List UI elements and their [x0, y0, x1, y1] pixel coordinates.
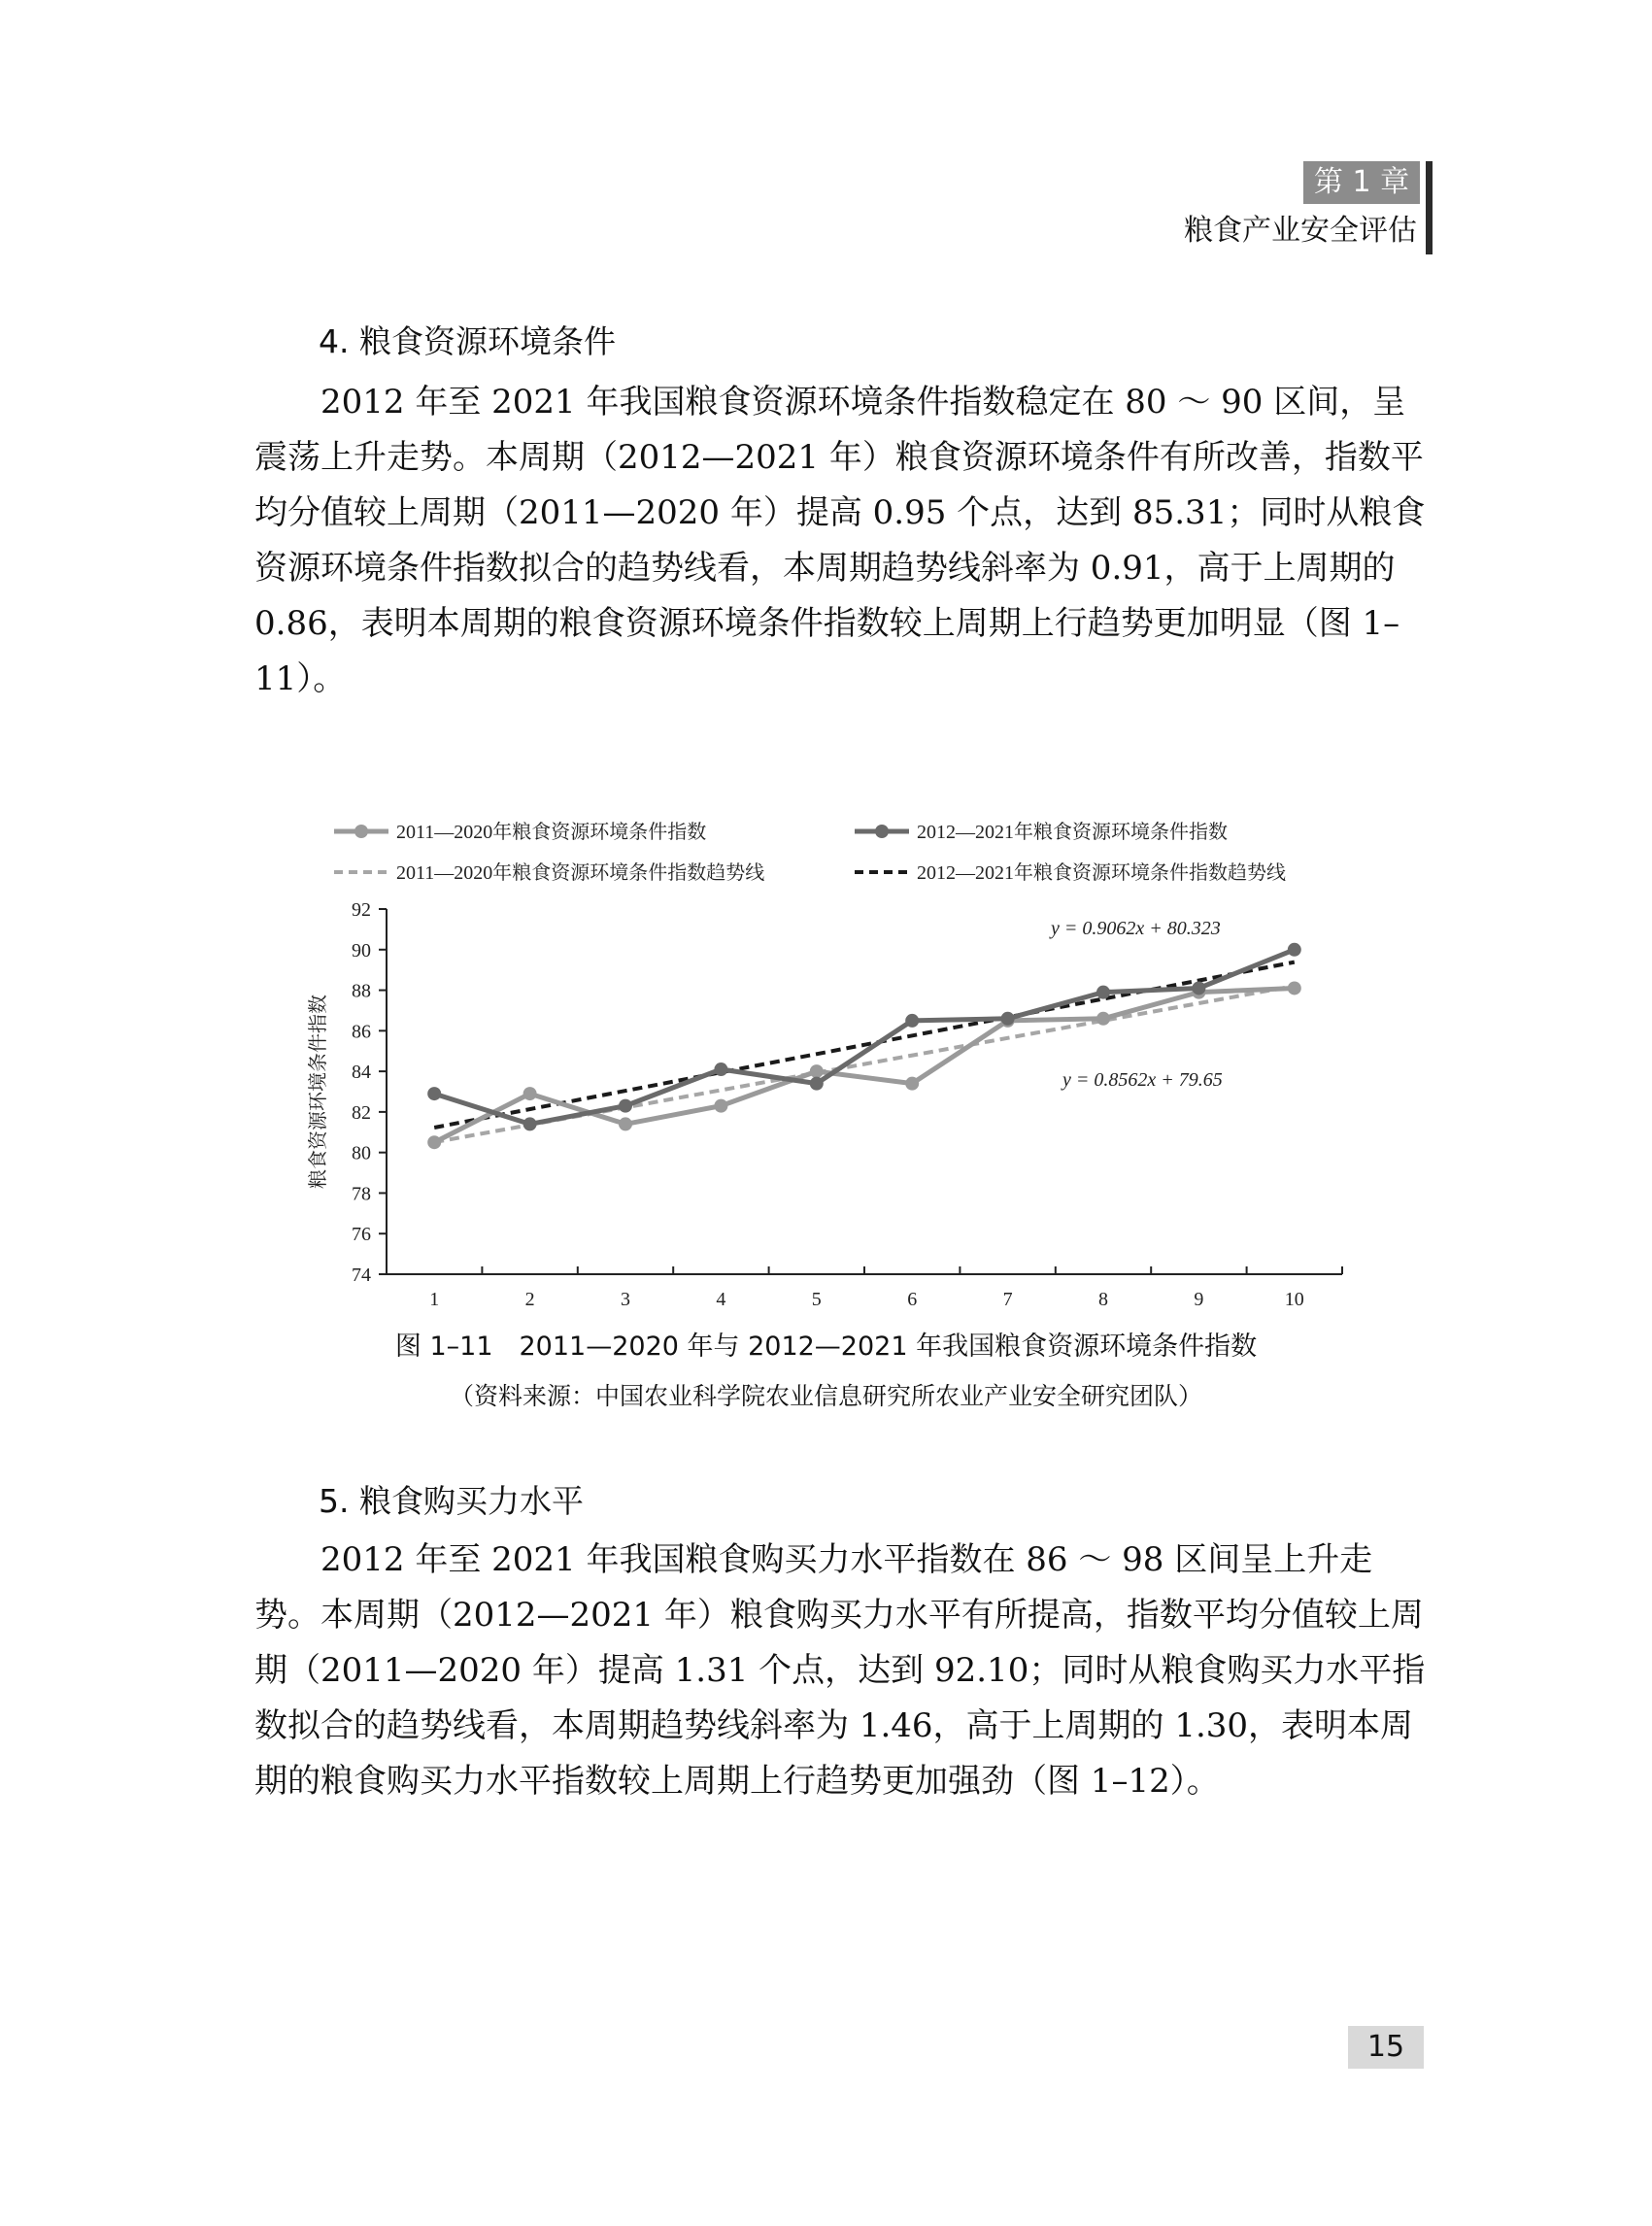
data-point [427, 1135, 441, 1149]
y-tick-label: 82 [352, 1101, 371, 1124]
trend-equation-annotation: y = 0.9062x + 80.323 [1051, 918, 1221, 939]
data-point [810, 1064, 824, 1078]
y-tick-label: 76 [352, 1224, 371, 1246]
data-point [523, 1117, 537, 1130]
data-point [905, 1077, 919, 1091]
y-tick-label: 74 [352, 1265, 371, 1286]
figure-source: （资料来源：中国农业科学院农业信息研究所农业产业安全研究团队） [449, 1382, 1202, 1410]
data-point [1288, 981, 1301, 995]
data-point [1288, 943, 1301, 957]
x-tick-label: 8 [1098, 1289, 1108, 1310]
legend-label: 2011—2020年粮食资源环境条件指数 [396, 822, 707, 843]
y-tick-label: 86 [352, 1021, 371, 1043]
y-axis-title: 粮食资源环境条件指数 [306, 995, 329, 1189]
data-point [905, 1014, 919, 1028]
figure-caption: 图 1–11 2011—2020 年与 2012—2021 年我国粮食资源环境条件指数 [394, 1332, 1258, 1362]
data-point [810, 1077, 824, 1091]
y-tick-label: 92 [352, 899, 371, 921]
x-tick-label: 2 [524, 1289, 535, 1310]
data-point [714, 1062, 727, 1076]
data-point [619, 1117, 632, 1130]
y-tick-label: 90 [352, 939, 371, 961]
data-point [1192, 981, 1205, 995]
chapter-label: 第 1 章 [1303, 161, 1420, 204]
y-tick-label: 84 [352, 1062, 371, 1084]
figure-chart [254, 794, 1439, 1310]
x-tick-label: 6 [907, 1289, 918, 1310]
data-point [1096, 986, 1110, 999]
legend-swatch-marker [354, 825, 368, 838]
y-tick-label: 78 [352, 1183, 371, 1205]
x-tick-label: 4 [716, 1289, 726, 1310]
series-line-2 [434, 950, 1295, 1125]
x-tick-label: 10 [1284, 1289, 1304, 1310]
x-tick-label: 1 [429, 1289, 440, 1310]
legend-swatch-marker [875, 825, 889, 838]
legend-label: 2011—2020年粮食资源环境条件指数趋势线 [396, 862, 765, 884]
data-point [427, 1087, 441, 1100]
data-point [523, 1087, 537, 1100]
legend-label: 2012—2021年粮食资源环境条件指数 [917, 822, 1228, 843]
section-paragraph-5: 2012 年至 2021 年我国粮食购买力水平指数在 86 ～ 98 区间呈上升走势。本周期（2012—2021 年）粮食购买力水平有所提高，指数平均分值较上周期（2011—2020 年）提高 1.31 个点，达到 92.10；同时从粮食购买力水平指数拟合的趋势线看，本周期趋势线斜率为 1.46，高于上周期的 1.30，表明本周期的粮食购买力水平指数较上周期上行趋势更加强劲（图 1–12）。 [254, 1540, 1426, 1801]
chapter-divider [1426, 161, 1433, 254]
data-point [1001, 1012, 1015, 1026]
y-tick-label: 80 [352, 1142, 371, 1164]
page-number: 15 [1348, 2026, 1424, 2069]
trend-equation-annotation: y = 0.8562x + 79.65 [1062, 1069, 1223, 1091]
x-tick-label: 9 [1194, 1289, 1204, 1310]
line-chart [254, 794, 1439, 1310]
section-heading-5: 5. 粮食购买力水平 [319, 1482, 584, 1520]
data-point [714, 1099, 727, 1113]
x-tick-label: 3 [621, 1289, 630, 1310]
data-point [1096, 1012, 1110, 1026]
data-point [619, 1099, 632, 1113]
section-heading-4: 4. 粮食资源环境条件 [319, 322, 616, 360]
section-paragraph-4: 2012 年至 2021 年我国粮食资源环境条件指数稳定在 80 ～ 90 区间，呈震荡上升走势。本周期（2012—2021 年）粮食资源环境条件有所改善，指数平均分值较上周期（2011—2020 年）提高 0.95 个点，达到 85.31；同时从粮食资源环境条件指数拟合的趋势线看，本周期趋势线斜率为 0.91，高于上周期的 0.86，表明本周期的粮食资源环境条件指数较上周期上行趋势更加明显（图 1–11）。 [254, 383, 1426, 698]
y-tick-label: 88 [352, 980, 371, 1002]
chapter-title: 粮食产业安全评估 [1184, 214, 1417, 248]
legend-label: 2012—2021年粮食资源环境条件指数趋势线 [917, 862, 1286, 884]
x-tick-label: 7 [1002, 1289, 1013, 1310]
x-tick-label: 5 [811, 1289, 822, 1310]
